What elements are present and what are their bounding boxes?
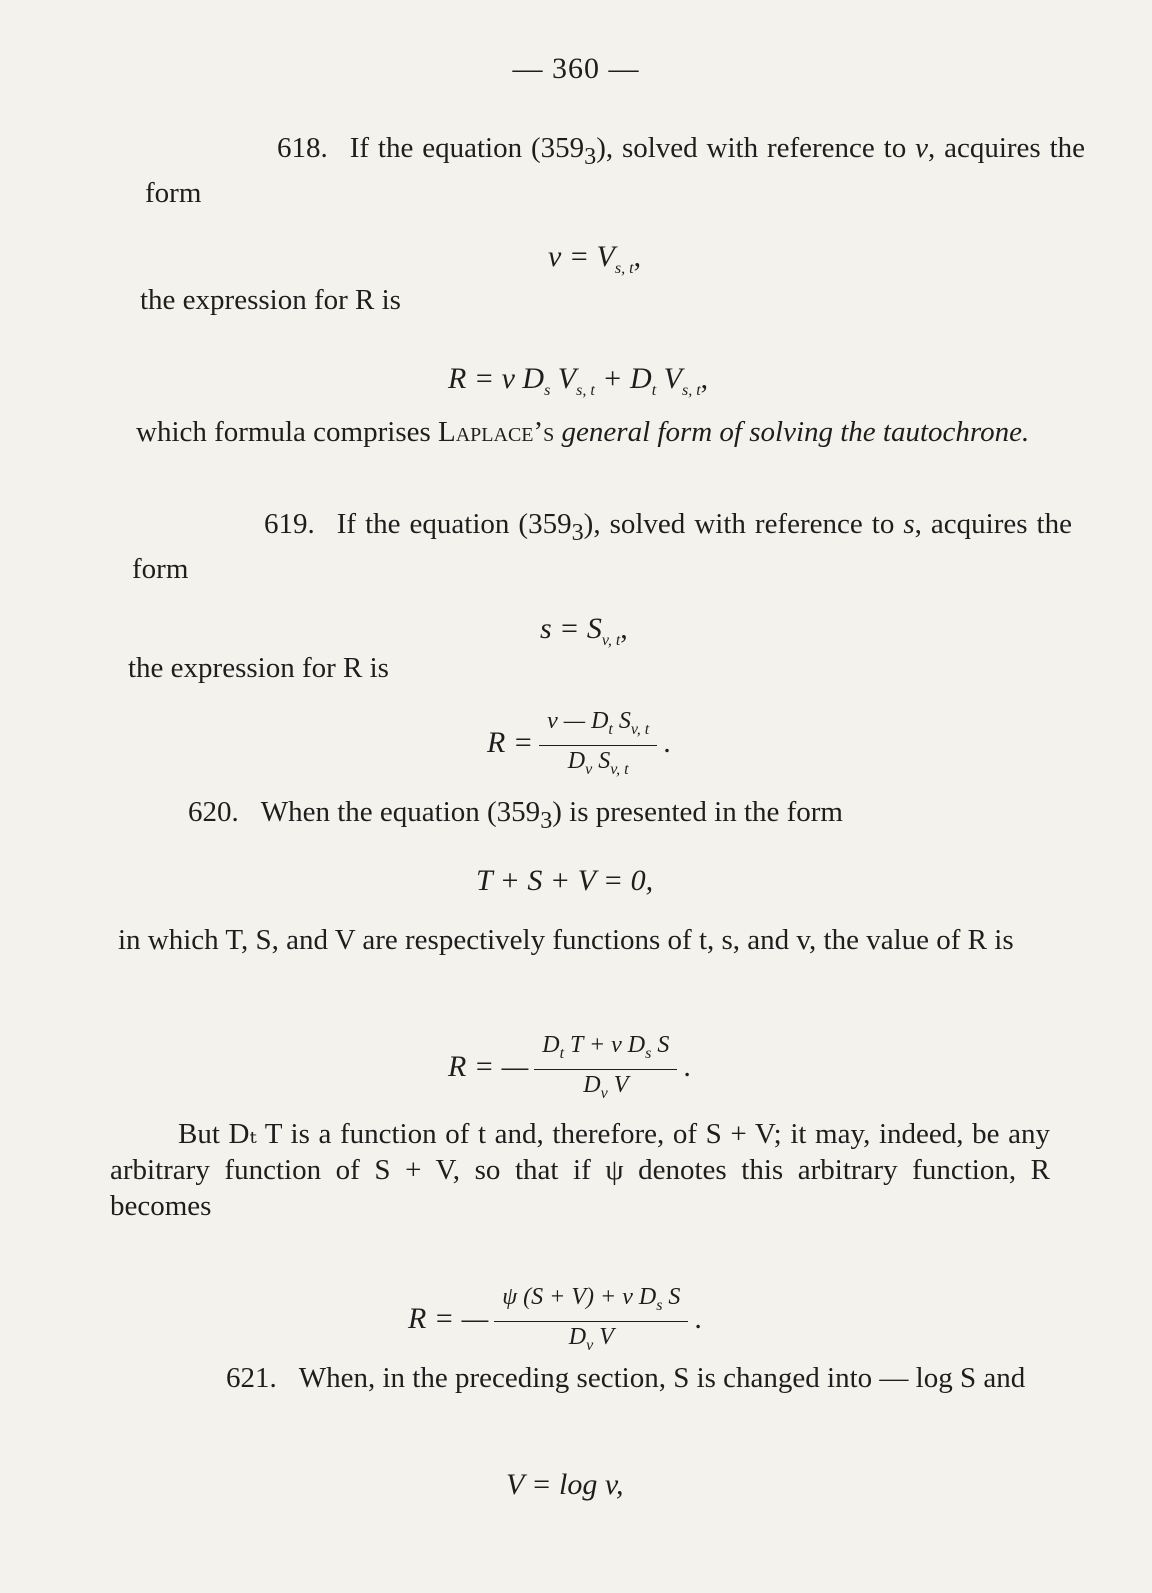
text-expression-r-1: the expression for R is — [140, 284, 401, 316]
fraction: $\frac{v — D_t S_{v, t}}{D_v S_{v, t}}$ — [539, 706, 657, 785]
equation-v-log: V = log v, — [506, 1468, 624, 1501]
section-number: 619. — [264, 508, 315, 540]
equation-tsv: T + S + V = 0, — [476, 864, 654, 897]
text-functions: in which T, S, and V are respectively functions of t, s, and v, the value of R is — [118, 924, 1014, 956]
text-expression-r-2: the expression for R is — [128, 652, 389, 684]
section-number: 618. — [277, 132, 328, 164]
text-arbitrary-function: But Dₜ T is a function of t and, therefore, of S + V; it may, indeed, be any arbitrary function of S + V, so that if ψ denotes this arbitrary function, R becomes — [110, 1118, 1050, 1222]
equation-s: $s = S_{v, t}$, — [540, 612, 628, 649]
paragraph-621: 621. When, in the preceding section, S is changed into — log S and — [110, 1360, 1040, 1396]
fraction: $\frac{D_t T + v D_s S}{D_v V}$ — [534, 1030, 677, 1109]
text-laplace: which formula comprises Laplace’s general form of solving the tautochrone. — [136, 416, 1030, 448]
fraction: $\frac{\psi (S + V) + v D_s S}{D_v V}$ — [494, 1282, 688, 1361]
section-number: 620. — [188, 796, 239, 828]
paragraph-618: 618. If the equation $(359_3)$, solved with reference to v, acquires the form — [145, 132, 1085, 209]
name-laplace: Laplace’s — [438, 416, 555, 448]
paragraph-619: 619. If the equation $(359_3)$, solved with reference to s, acquires the form — [132, 508, 1072, 585]
paragraph-620: 620. When the equation $(359_3)$ is presented in the form — [188, 796, 843, 834]
equation-r-3: R = — $\frac{D_t T + v D_s S}{D_v V}$ . — [448, 1030, 691, 1109]
equation-r-4: R = — $\frac{\psi (S + V) + v D_s S}{D_v V}$ . — [408, 1282, 702, 1361]
section-number: 621. — [226, 1362, 277, 1394]
equation-r-1: R = v $D_s$ $V_{s, t} + D_t$ $V_{s, t}$, — [448, 362, 709, 399]
equation-r-2: R = $\frac{v — D_t S_{v, t}}{D_v S_{v, t}}$ . — [487, 706, 671, 785]
page-number: — 360 — — [512, 52, 640, 85]
equation-v: $v = V_{s, t}$, — [548, 240, 642, 277]
